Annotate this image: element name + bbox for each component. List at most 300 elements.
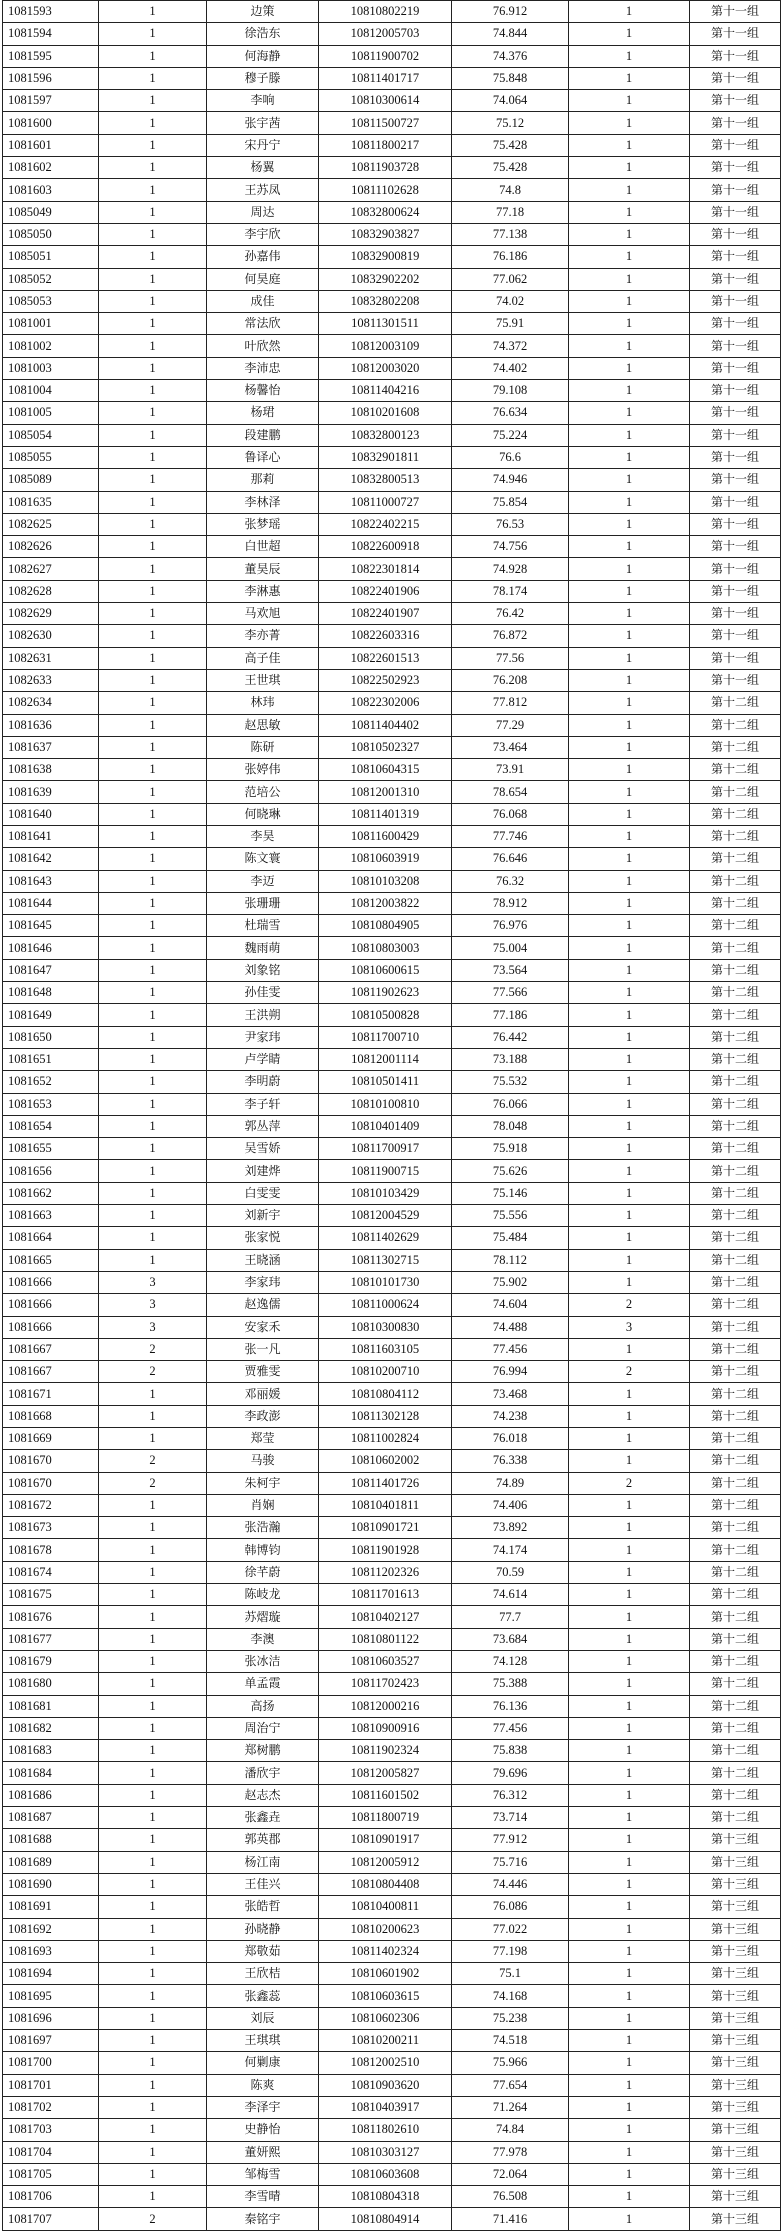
table-cell: 75.838	[452, 1740, 569, 1762]
table-cell: 10822401907	[319, 603, 452, 625]
table-cell: 第十三组	[690, 2030, 781, 2052]
table-cell: 1	[569, 692, 690, 714]
table-cell: 10811601502	[319, 1784, 452, 1806]
table-cell: 1	[569, 2030, 690, 2052]
table-cell: 10811404402	[319, 714, 452, 736]
table-row	[3, 1, 781, 23]
table-cell: 75.484	[452, 1227, 569, 1249]
table-cell: 第十二组	[690, 1740, 781, 1762]
table-cell: 潘欣宇	[207, 1762, 319, 1784]
table-cell: 第十一组	[690, 1, 781, 23]
table-cell: 74.406	[452, 1494, 569, 1516]
table-cell: 76.872	[452, 625, 569, 647]
table-cell: 王琪琪	[207, 2030, 319, 2052]
table-cell: 李沛忠	[207, 357, 319, 379]
table-row	[3, 1205, 781, 1227]
table-cell: 1	[569, 112, 690, 134]
table-cell: 1	[99, 2096, 207, 2118]
table-cell: 第十二组	[690, 1762, 781, 1784]
table-cell: 1	[99, 1405, 207, 1427]
table-cell: 第十二组	[690, 1650, 781, 1672]
table-cell: 1	[99, 982, 207, 1004]
table-cell: 77.654	[452, 2074, 569, 2096]
table-row	[3, 2119, 781, 2141]
table-cell: 赵思敏	[207, 714, 319, 736]
table-cell: 1081663	[3, 1205, 99, 1227]
table-row	[3, 2096, 781, 2118]
table-cell: 1	[99, 536, 207, 558]
table-cell: 10810200710	[319, 1361, 452, 1383]
table-cell: 第十一组	[690, 223, 781, 245]
table-cell: 1	[569, 1115, 690, 1137]
table-cell: 75.848	[452, 67, 569, 89]
table-cell: 10810604315	[319, 759, 452, 781]
table-cell: 1	[99, 1650, 207, 1672]
table-cell: 1082628	[3, 580, 99, 602]
table-cell: 第十二组	[690, 1405, 781, 1427]
table-row	[3, 736, 781, 758]
table-cell: 10810101730	[319, 1271, 452, 1293]
table-cell: 1	[99, 669, 207, 691]
table-cell: 1081656	[3, 1160, 99, 1182]
table-cell: 王世琪	[207, 669, 319, 691]
table-row	[3, 1227, 781, 1249]
table-cell: 第十一组	[690, 536, 781, 558]
table-cell: 10810602306	[319, 2007, 452, 2029]
table-row	[3, 603, 781, 625]
table-cell: 1	[99, 1985, 207, 2007]
table-cell: 单孟霞	[207, 1673, 319, 1695]
table-cell: 吴雪娇	[207, 1138, 319, 1160]
table-cell: 1081645	[3, 915, 99, 937]
table-cell: 1	[99, 179, 207, 201]
table-cell: 73.892	[452, 1517, 569, 1539]
table-cell: 10811202326	[319, 1561, 452, 1583]
table-cell: 1	[99, 469, 207, 491]
table-cell: 1	[569, 2074, 690, 2096]
table-cell: 1	[569, 469, 690, 491]
table-row	[3, 870, 781, 892]
table-cell: 1	[99, 781, 207, 803]
table-cell: 1	[569, 558, 690, 580]
table-row	[3, 1985, 781, 2007]
table-cell: 1081668	[3, 1405, 99, 1427]
table-row	[3, 1383, 781, 1405]
table-row	[3, 268, 781, 290]
table-row	[3, 915, 781, 937]
table-cell: 1	[569, 201, 690, 223]
table-cell: 1081654	[3, 1115, 99, 1137]
table-cell: 1081647	[3, 959, 99, 981]
table-cell: 10811402629	[319, 1227, 452, 1249]
table-cell: 73.188	[452, 1048, 569, 1070]
table-cell: 1	[569, 759, 690, 781]
table-cell: 1	[569, 1004, 690, 1026]
table-cell: 第十一组	[690, 558, 781, 580]
table-cell: 1	[99, 759, 207, 781]
table-cell: 74.84	[452, 2119, 569, 2141]
table-cell: 1	[569, 1851, 690, 1873]
table-cell: 1	[569, 1271, 690, 1293]
table-cell: 75.91	[452, 313, 569, 335]
table-cell: 10811800217	[319, 134, 452, 156]
table-cell: 76.186	[452, 246, 569, 268]
table-row	[3, 692, 781, 714]
table-cell: 10811900715	[319, 1160, 452, 1182]
table-cell: 第十二组	[690, 1628, 781, 1650]
table-cell: 1081695	[3, 1985, 99, 2007]
table-cell: 第十一组	[690, 669, 781, 691]
table-cell: 1	[569, 892, 690, 914]
table-cell: 1	[569, 1695, 690, 1717]
table-cell: 第十二组	[690, 1494, 781, 1516]
table-cell: 孙晓静	[207, 1918, 319, 1940]
table-cell: 3	[569, 1316, 690, 1338]
table-cell: 1	[99, 848, 207, 870]
table-cell: 1	[569, 1762, 690, 1784]
table-cell: 10810100810	[319, 1093, 452, 1115]
table-cell: 韩博钧	[207, 1539, 319, 1561]
table-cell: 第十二组	[690, 1160, 781, 1182]
table-cell: 第十二组	[690, 1584, 781, 1606]
table-cell: 10822301814	[319, 558, 452, 580]
table-cell: 1	[569, 90, 690, 112]
table-cell: 苏熠璇	[207, 1606, 319, 1628]
table-row	[3, 759, 781, 781]
table-cell: 10811301511	[319, 313, 452, 335]
table-cell: 1	[99, 335, 207, 357]
table-cell: 79.108	[452, 380, 569, 402]
table-cell: 常法欣	[207, 313, 319, 335]
table-cell: 第十一组	[690, 290, 781, 312]
table-cell: 1082629	[3, 603, 99, 625]
table-cell: 76.634	[452, 402, 569, 424]
table-row	[3, 1584, 781, 1606]
table-cell: 白世超	[207, 536, 319, 558]
table-cell: 卢学睛	[207, 1048, 319, 1070]
table-cell: 董昊辰	[207, 558, 319, 580]
table-cell: 10810500828	[319, 1004, 452, 1026]
table-cell: 10810603919	[319, 848, 452, 870]
table-cell: 1	[569, 157, 690, 179]
table-row	[3, 937, 781, 959]
table-cell: 1	[99, 1762, 207, 1784]
table-cell: 1082634	[3, 692, 99, 714]
table-row	[3, 1271, 781, 1293]
table-row	[3, 825, 781, 847]
table-row	[3, 848, 781, 870]
table-cell: 1	[569, 1873, 690, 1895]
table-cell: 第十二组	[690, 825, 781, 847]
table-cell: 1	[569, 2208, 690, 2230]
table-row	[3, 714, 781, 736]
table-cell: 1	[569, 45, 690, 67]
table-cell: 第十一组	[690, 134, 781, 156]
table-cell: 10811702423	[319, 1673, 452, 1695]
table-cell: 1081644	[3, 892, 99, 914]
table-body	[3, 1, 781, 2231]
table-row	[3, 982, 781, 1004]
table-cell: 1081595	[3, 45, 99, 67]
table-row	[3, 1361, 781, 1383]
table-cell: 10832800624	[319, 201, 452, 223]
table-row	[3, 112, 781, 134]
table-cell: 1	[99, 1182, 207, 1204]
table-cell: 第十二组	[690, 1093, 781, 1115]
table-row	[3, 45, 781, 67]
table-cell: 刘象铭	[207, 959, 319, 981]
table-cell: 10810901721	[319, 1517, 452, 1539]
table-cell: 1081682	[3, 1717, 99, 1739]
table-row	[3, 536, 781, 558]
table-cell: 75.716	[452, 1851, 569, 1873]
table-cell: 邓丽媛	[207, 1383, 319, 1405]
table-cell: 10810103429	[319, 1182, 452, 1204]
table-cell: 1	[569, 1650, 690, 1672]
table-cell: 75.428	[452, 157, 569, 179]
table-cell: 1081667	[3, 1361, 99, 1383]
table-cell: 高扬	[207, 1695, 319, 1717]
table-cell: 第十一组	[690, 179, 781, 201]
table-cell: 75.902	[452, 1271, 569, 1293]
table-cell: 1	[99, 1918, 207, 1940]
table-cell: 张一凡	[207, 1338, 319, 1360]
table-cell: 1	[99, 1851, 207, 1873]
table-cell: 1	[99, 380, 207, 402]
table-cell: 10810401811	[319, 1494, 452, 1516]
table-cell: 77.456	[452, 1338, 569, 1360]
table-cell: 鲁译心	[207, 446, 319, 468]
table-cell: 1	[99, 892, 207, 914]
table-cell: 10811600429	[319, 825, 452, 847]
table-cell: 10812002510	[319, 2052, 452, 2074]
table-cell: 10810103208	[319, 870, 452, 892]
table-cell: 1	[569, 536, 690, 558]
table-cell: 1	[569, 402, 690, 424]
table-cell: 第十二组	[690, 1115, 781, 1137]
table-cell: 1082630	[3, 625, 99, 647]
table-cell: 10812001114	[319, 1048, 452, 1070]
table-cell: 1081004	[3, 380, 99, 402]
table-cell: 刘建烨	[207, 1160, 319, 1182]
table-row	[3, 1405, 781, 1427]
table-cell: 第十二组	[690, 1428, 781, 1450]
table-cell: 10810903620	[319, 2074, 452, 2096]
table-cell: 郑莹	[207, 1428, 319, 1450]
table-row	[3, 380, 781, 402]
table-cell: 10811701613	[319, 1584, 452, 1606]
table-cell: 75.626	[452, 1160, 569, 1182]
table-cell: 1085050	[3, 223, 99, 245]
table-cell: 1081655	[3, 1138, 99, 1160]
table-cell: 第十二组	[690, 1717, 781, 1739]
table-cell: 1	[99, 201, 207, 223]
table-cell: 1085052	[3, 268, 99, 290]
table-cell: 宋丹宁	[207, 134, 319, 156]
table-cell: 1081666	[3, 1294, 99, 1316]
table-cell: 1	[99, 937, 207, 959]
table-cell: 1	[569, 1584, 690, 1606]
table-cell: 1	[569, 335, 690, 357]
table-cell: 1081662	[3, 1182, 99, 1204]
table-row	[3, 424, 781, 446]
table-cell: 10822401906	[319, 580, 452, 602]
table-cell: 74.376	[452, 45, 569, 67]
table-cell: 10811500727	[319, 112, 452, 134]
table-cell: 1	[99, 1695, 207, 1717]
table-cell: 10811802610	[319, 2119, 452, 2141]
table-cell: 杜瑞雪	[207, 915, 319, 937]
table-cell: 77.456	[452, 1717, 569, 1739]
table-cell: 77.18	[452, 201, 569, 223]
table-cell: 林玮	[207, 692, 319, 714]
table-cell: 1	[569, 290, 690, 312]
table-row	[3, 892, 781, 914]
score-table-sheet	[2, 0, 780, 2231]
table-cell: 1	[99, 2030, 207, 2052]
table-cell: 第十一组	[690, 491, 781, 513]
table-cell: 刘新宇	[207, 1205, 319, 1227]
table-row	[3, 1628, 781, 1650]
table-cell: 76.338	[452, 1450, 569, 1472]
table-cell: 10811002824	[319, 1428, 452, 1450]
table-cell: 1	[569, 647, 690, 669]
table-cell: 1	[569, 625, 690, 647]
table-cell: 1085054	[3, 424, 99, 446]
table-cell: 1	[569, 603, 690, 625]
table-cell: 1081706	[3, 2186, 99, 2208]
table-cell: 1081666	[3, 1271, 99, 1293]
table-cell: 1	[99, 2007, 207, 2029]
table-cell: 10811902623	[319, 982, 452, 1004]
table-cell: 徐芊蔚	[207, 1561, 319, 1583]
table-cell: 75.224	[452, 424, 569, 446]
table-cell: 10811700710	[319, 1026, 452, 1048]
table-cell: 75.532	[452, 1071, 569, 1093]
table-row	[3, 1539, 781, 1561]
table-cell: 1	[99, 1829, 207, 1851]
table-row	[3, 201, 781, 223]
table-cell: 1	[569, 714, 690, 736]
table-cell: 成佳	[207, 290, 319, 312]
table-cell: 1	[569, 1673, 690, 1695]
table-cell: 10810802219	[319, 1, 452, 23]
table-cell: 1	[99, 491, 207, 513]
table-cell: 1	[569, 1428, 690, 1450]
table-row	[3, 1093, 781, 1115]
table-cell: 1081677	[3, 1628, 99, 1650]
table-cell: 赵逸儒	[207, 1294, 319, 1316]
table-cell: 第十一组	[690, 90, 781, 112]
table-cell: 张浩瀚	[207, 1517, 319, 1539]
table-cell: 第十一组	[690, 201, 781, 223]
table-cell: 10810603608	[319, 2163, 452, 2185]
table-cell: 1081601	[3, 134, 99, 156]
table-row	[3, 134, 781, 156]
table-cell: 1	[99, 1428, 207, 1450]
table-cell: 10812005827	[319, 1762, 452, 1784]
table-cell: 76.086	[452, 1896, 569, 1918]
table-cell: 第十三组	[690, 2096, 781, 2118]
table-cell: 1	[569, 870, 690, 892]
table-row	[3, 1784, 781, 1806]
table-cell: 1081675	[3, 1584, 99, 1606]
table-cell: 张婷伟	[207, 759, 319, 781]
table-cell: 73.464	[452, 736, 569, 758]
table-cell: 10812003822	[319, 892, 452, 914]
table-cell: 1081649	[3, 1004, 99, 1026]
table-cell: 1	[569, 357, 690, 379]
table-cell: 10810901917	[319, 1829, 452, 1851]
table-cell: 10832802208	[319, 290, 452, 312]
table-cell: 10811404216	[319, 380, 452, 402]
table-cell: 2	[99, 1361, 207, 1383]
table-cell: 2	[569, 1361, 690, 1383]
table-cell: 1081679	[3, 1650, 99, 1672]
table-cell: 74.518	[452, 2030, 569, 2052]
table-cell: 10811800719	[319, 1807, 452, 1829]
table-cell: 1	[569, 1539, 690, 1561]
table-cell: 第十二组	[690, 1539, 781, 1561]
table-cell: 郭英郡	[207, 1829, 319, 1851]
table-cell: 张冰洁	[207, 1650, 319, 1672]
table-cell: 1	[569, 1160, 690, 1182]
table-row	[3, 1494, 781, 1516]
table-cell: 1	[569, 1227, 690, 1249]
table-cell: 1	[99, 1, 207, 23]
table-cell: 马骏	[207, 1450, 319, 1472]
table-cell: 10811102628	[319, 179, 452, 201]
table-cell: 1081596	[3, 67, 99, 89]
table-cell: 1	[569, 2163, 690, 2185]
table-cell: 第十二组	[690, 1361, 781, 1383]
table-cell: 李澳	[207, 1628, 319, 1650]
table-cell: 1081600	[3, 112, 99, 134]
table-cell: 第十二组	[690, 692, 781, 714]
table-cell: 10810603527	[319, 1650, 452, 1672]
table-cell: 第十三组	[690, 2141, 781, 2163]
table-cell: 76.32	[452, 870, 569, 892]
table-cell: 10811900702	[319, 45, 452, 67]
table-row	[3, 1048, 781, 1070]
table-cell: 1081673	[3, 1517, 99, 1539]
table-cell: 1081694	[3, 1963, 99, 1985]
table-cell: 1081638	[3, 759, 99, 781]
table-cell: 李响	[207, 90, 319, 112]
table-cell: 10810300830	[319, 1316, 452, 1338]
table-cell: 1	[99, 112, 207, 134]
table-cell: 第十二组	[690, 1561, 781, 1583]
table-cell: 何海静	[207, 45, 319, 67]
table-cell: 1081696	[3, 2007, 99, 2029]
table-row	[3, 157, 781, 179]
table-cell: 边策	[207, 1, 319, 23]
table-cell: 第十一组	[690, 603, 781, 625]
table-cell: 第十一组	[690, 647, 781, 669]
table-cell: 10810900916	[319, 1717, 452, 1739]
table-cell: 1081690	[3, 1873, 99, 1895]
table-row	[3, 2208, 781, 2230]
table-cell: 杨馨怡	[207, 380, 319, 402]
table-row	[3, 1026, 781, 1048]
table-cell: 77.198	[452, 1940, 569, 1962]
table-cell: 1081665	[3, 1249, 99, 1271]
table-cell: 10812000216	[319, 1695, 452, 1717]
table-cell: 10822601513	[319, 647, 452, 669]
table-cell: 1	[569, 1383, 690, 1405]
table-row	[3, 2186, 781, 2208]
table-cell: 77.978	[452, 2141, 569, 2163]
